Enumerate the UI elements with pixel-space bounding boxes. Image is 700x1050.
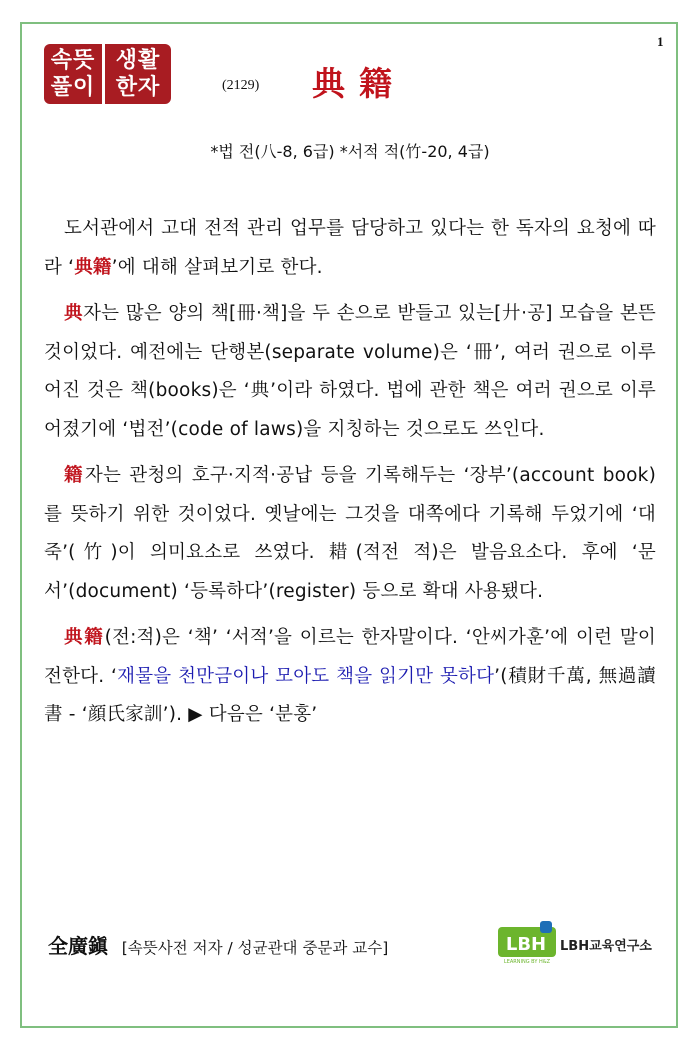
author-affiliation: [속뜻사전 저자 / 성균관대 중문과 교수] bbox=[121, 939, 389, 957]
lbh-mark-small: LEARNING BY H&Z bbox=[503, 959, 551, 965]
publisher-logo bbox=[496, 915, 671, 970]
entry-code: (2129) bbox=[222, 78, 260, 93]
lbh-mark-icon bbox=[496, 919, 558, 965]
page-number: 1 bbox=[657, 34, 664, 49]
text-run: 자는 관청의 호구·지적·공납 등을 기록해두는 ‘장부’(account book)를 뜻하기 위한 것이었다. 옛날에는 그것을 대쪽에다 기록해 두었기에 ‘대 죽’(竹)이 의미요소로 쓰였다. 耤(적전 적)은 발음요소다. 후에 ‘문서’(document) ‘등록하다’(register) 등으로 확대 사용됐다. bbox=[44, 465, 657, 602]
logo-line: 속뜻 bbox=[50, 48, 96, 73]
highlight-term: 典 bbox=[64, 303, 84, 324]
paragraph-char-2 bbox=[44, 457, 656, 611]
logo-tile-right bbox=[105, 44, 171, 104]
headword-title: 典籍 bbox=[312, 64, 406, 103]
text-run: 자는 많은 양의 책[冊·책]을 두 손으로 받들고 있는[廾·공] 모습을 본뜬 것이었다. 예전에는 단행본(separate volume)은 ‘冊’, 여러 권으로 이루어진 것은 책(books)은 ‘典’이라 하였다. 법에 관한 책은 여러 권으로 이루어졌기에 ‘법전’(code of laws)을 지칭하는 것으로도 쓰인다. bbox=[44, 303, 656, 440]
author-name: 全廣鎭 bbox=[48, 934, 108, 958]
paragraph-intro bbox=[44, 210, 656, 287]
article-body bbox=[44, 210, 656, 743]
highlight-term: 籍 bbox=[64, 465, 85, 486]
text-run: 도서관에서 고대 전적 관리 업무를 담당하고 있다는 한 독자의 요청에 따라 ‘ bbox=[44, 218, 656, 278]
logo-tile-left bbox=[44, 44, 102, 104]
series-logo bbox=[44, 44, 171, 104]
author-line bbox=[48, 930, 388, 959]
text-run: (전:적)은 ‘책’ ‘서적’을 이르는 한자말이다. ‘안씨가훈’에 이런 말이 전한다. ‘ bbox=[44, 627, 656, 687]
paragraph-usage bbox=[44, 619, 656, 735]
highlight-term: 典籍 bbox=[74, 256, 112, 278]
text-run: ’(積財千萬, 無過讀書 - ‘顔氏家訓’). ▶ 다음은 ‘분홍’ bbox=[44, 665, 656, 725]
logo-line: 풀이 bbox=[50, 75, 96, 100]
highlight-term: 典籍 bbox=[64, 627, 105, 648]
paragraph-char-1 bbox=[44, 295, 656, 449]
text-run: ’에 대해 살펴보기로 한다. bbox=[111, 256, 323, 278]
logo-line: 한자 bbox=[115, 75, 161, 100]
quote-text: 재물을 천만금이나 모아도 책을 읽기만 못하다 bbox=[117, 665, 495, 687]
lbh-mark-text: LBH bbox=[505, 934, 547, 955]
character-info: *법 전(八-8, 6급) *서적 적(竹-20, 4급) bbox=[210, 142, 490, 161]
publisher-name: LBH교육연구소 bbox=[560, 939, 652, 954]
logo-line: 생활 bbox=[115, 48, 161, 73]
